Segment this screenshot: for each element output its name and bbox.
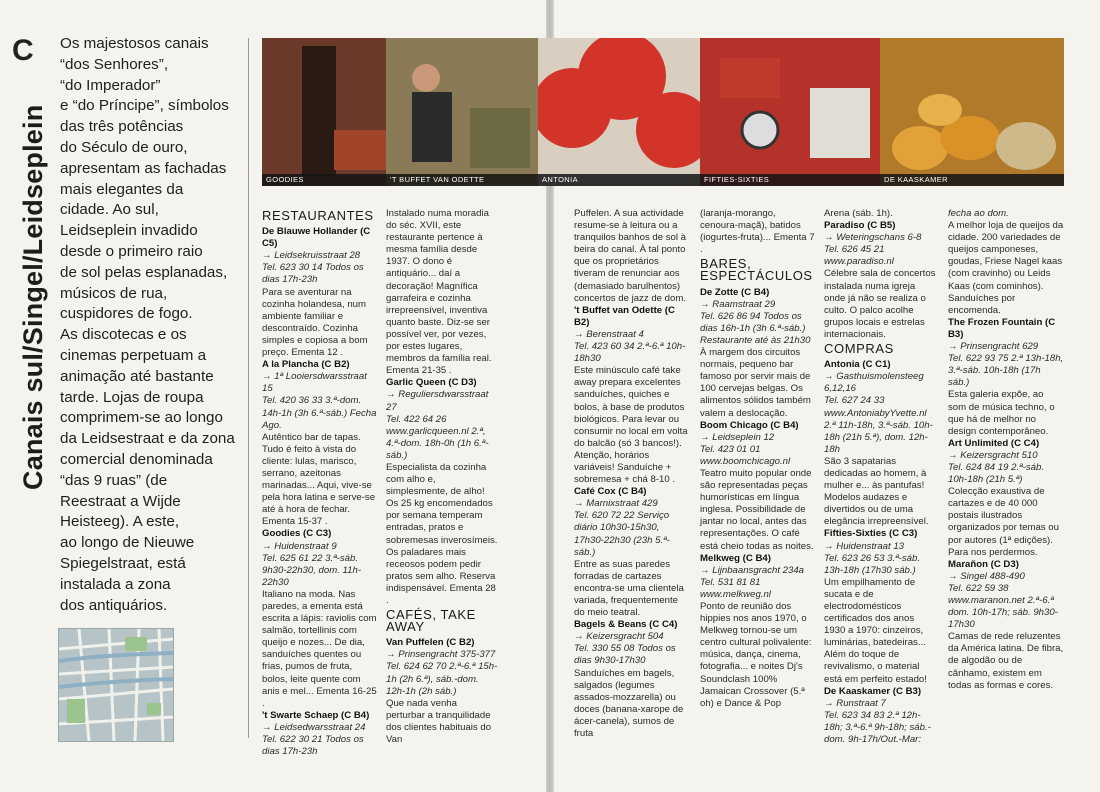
venue-name: The Frozen Fountain (C B3) <box>948 316 1056 340</box>
venue-description: São 3 sapatarias dedicadas ao homem, à mulher e... às pantufas! Modelos audazes e divertidos ou de uma elegância irrepreensível. <box>824 455 929 528</box>
venue-description: Entre as suas paredes forradas de cartazes encontra-se uma clientela variada, frequentemente do meio teatral. <box>574 558 684 619</box>
venue-address: → Huidenstraat 13 <box>824 540 904 552</box>
venue-description: (laranja-morango, cenoura-maçã), batidos (iogurtes-fruta)... Ementa 7 . <box>700 208 815 256</box>
venue-address: → Lijnbaansgracht 234a <box>700 564 805 576</box>
area-map <box>58 628 174 742</box>
venue-contact: Tel. 330 55 08 Todos os dias 9h30-17h30 <box>574 643 676 667</box>
venue-description: Arena (sáb. 1h). <box>824 208 893 219</box>
venue-name: 't Buffet van Odette (C B2) <box>574 304 675 328</box>
photo-strip <box>262 38 1064 186</box>
venue-contact: Tel. 624 62 70 2.ª-6.ª 15h-1h (2h 6.ª), sáb.-dom. 12h-1h (2h sáb.) <box>386 661 498 697</box>
venue-name: Marañon (C D3) <box>948 558 1019 570</box>
venue-description: Esta galeria expõe, ao som de música techno, o que há de melhor no design contemporâneo. <box>948 389 1055 437</box>
venue-address: → Singel 488-490 <box>948 570 1025 582</box>
venue-description: Sanduíches em bagels, salgados (legumes assados-mozzarella) ou doces (banana-xarope de ácer-canela), sumos de fruta <box>574 667 684 740</box>
text-column-5 <box>824 208 938 746</box>
venue-description: Um empilhamento de sucata e de electrodomésticos certificados dos anos 1930 a 1970: cinzeiros, luminárias, batedeiras... Além do toque de revivalismo, o material está em perfeito estado! <box>824 576 927 685</box>
venue-contact: Tel. 423 60 34 2.ª-6.ª 10h-18h30 <box>574 341 686 365</box>
photo-caption: DE KAASKAMER <box>880 174 1064 186</box>
intro-line: e “do Príncipe”, símbolos <box>60 97 229 115</box>
intro-line: mais elegantes da <box>60 180 184 198</box>
venue-contact: Tel. 622 30 21 Todos os dias 17h-23h <box>262 734 364 758</box>
intro-line: ao longo de Nieuwe <box>60 534 195 552</box>
venue-name: Antonia (C C1) <box>824 359 891 371</box>
intro-line: cidade. Ao sul, <box>60 201 159 219</box>
venue-address: → Runstraat 7 <box>824 697 886 709</box>
intro-line: das três potências <box>60 118 184 136</box>
photo-caption: 'T BUFFET VAN ODETTE <box>386 174 538 186</box>
venue-description: Este minúsculo café take away prepara excelentes sanduíches, quiches e bolos, à base de produtos biológicos. Para levar ou consumir no local em volta do balcão (só 3 bancos!). Atenção, horários variáveis! Sanduíche + sobremesa + chá 8-10 . <box>574 365 688 486</box>
venue-name: Bagels & Beans (C C4) <box>574 619 678 631</box>
venue-description: Puffelen. A sua actividade resume-se à leitura ou a tranquilos banhos de sol à beira do canal. À tal ponto que os proprietários tiveram de renunciar aos (demasiado barulhentos) concertos de jazz de dom. <box>574 208 687 304</box>
venue-contact: Tel. 623 34 83 2.ª 12h-18h; 3.ª-6.ª 9h-18h; sáb.-dom. 9h-17h/Out.-Mar: <box>824 709 931 746</box>
venue-address: → Marnixstraat 429 <box>574 498 658 510</box>
venue-contact: Tel. 624 84 19 2.ª-sáb. 10h-18h (21h 5.ª) <box>948 461 1045 486</box>
venue-address: → 1ª Looiersdwarsstraat 15 <box>262 371 367 395</box>
intro-line: cinemas perpetuam a <box>60 346 207 364</box>
intro-line: “das 9 ruas” (de <box>60 471 168 489</box>
venue-description: À margem dos circuitos normais, pequeno bar famoso por servir mais de 100 cervejas belgas. Os alimentos sólidos também valem a deslocação. <box>700 347 811 419</box>
photo-antonia <box>538 38 700 186</box>
intro-line: músicos de rua, <box>60 284 168 302</box>
text-column-6 <box>948 208 1064 692</box>
photo-caption: FIFTIES-SIXTIES <box>700 174 880 186</box>
intro-line: animação até bastante <box>60 367 214 385</box>
venue-contact: Tel. 625 61 22 3.ª-sáb. 9h30-22h30, dom. 11h-22h30 <box>262 552 362 588</box>
section-heading: COMPRAS <box>824 341 894 357</box>
venue-description: Teatro muito popular onde são representadas peças humorísticas em língua inglesa. Possibilidade de jantar no local, antes das representações. O café está cheio todas as noites. <box>700 467 814 552</box>
intro-line: comercial denominada <box>60 450 213 468</box>
intro-line: dos antiquários. <box>60 596 168 614</box>
venue-name: A la Plancha (C B2) <box>262 359 350 371</box>
intro-line: “dos Senhores”, <box>60 55 169 73</box>
section-heading: RESTAURANTES <box>262 208 374 223</box>
venue-contact: Tel. 626 45 21 www.paradiso.nl <box>824 244 894 268</box>
photo-caption: GOODIES <box>262 174 386 186</box>
venue-address: → Prinsengracht 629 <box>948 341 1039 353</box>
photo-caption: ANTONIA <box>538 174 700 186</box>
venue-description: Camas de rede reluzentes da América latina. De fibra, de algodão ou de cânhamo, existem em todas as formas e cores. <box>948 631 1064 691</box>
venue-name: Art Unlimited (C C4) <box>948 437 1040 449</box>
venue-contact: Tel. 423 01 01 www.boomchicago.nl <box>700 443 791 467</box>
venue-address: → Reguliersdwarsstraat 27 <box>386 389 489 413</box>
intro-line: Spiegelstraat, está <box>60 554 186 572</box>
intro-line: “do Imperador” <box>60 76 161 94</box>
intro-line: Reestraat a Wijde <box>60 492 181 510</box>
venue-address: → Prinsengracht 375-377 <box>386 649 496 661</box>
text-column-4 <box>700 208 816 710</box>
venue-description: Ponto de reunião dos hippies nos anos 1970, o Melkweg tornou-se um centro cultural polivalente: música, dança, cinema, fotografia... e noites Dj's Soundclash 100% Jamaican Crossover (5.ª oh) e Dance & Pop <box>700 601 812 709</box>
venue-name: Paradiso (C B5) <box>824 220 896 232</box>
venue-address: → Keizersgracht 510 <box>948 449 1038 461</box>
venue-description: Instalado numa moradia do séc. XVII, este restaurante pertence à mesma família desde 1937. O dono é antiquário... daí a decoração! Magnífica garrafeira e cozinha irrepreensível, inventiva quanto baste. Diz-se ser possível ver, por vezes, por estes lugares, membros da família real. Ementa 21-35 . <box>386 208 492 377</box>
venue-contact: Tel. 626 86 94 Todos os dias 16h-1h (3h 6.ª-sáb.) Restaurante até às 21h30 <box>700 310 811 346</box>
venue-contact: Tel. 531 81 81 www.melkweg.nl <box>700 576 771 600</box>
venue-contact: Tel. 622 59 38 www.maranon.net 2.ª-6.ª dom. 10h-17h; sáb. 9h30-17h30 <box>948 582 1058 631</box>
venue-address: → Leidsedwarsstraat 24 <box>262 721 366 733</box>
venue-contact: Tel. 420 36 33 3.ª-dom. 14h-1h (3h 6.ª-sáb.) Fecha Ago. <box>262 395 377 431</box>
intro-line: Os majestosos canais <box>60 35 209 52</box>
venue-contact: fecha ao dom. <box>948 208 1009 219</box>
venue-contact: Tel. 622 93 75 2.ª 13h-18h, 3.ª-sáb. 10h-18h (17h sáb.) <box>948 353 1064 389</box>
venue-address: → Keizersgracht 504 <box>574 631 664 643</box>
intro-line: tarde. Lojas de roupa <box>60 388 204 406</box>
venue-name: Van Puffelen (C B2) <box>386 637 475 649</box>
venue-description: Especialista da cozinha com alho e, simplesmente, de alho! Os 25 kg encomendados por semana temperam entradas, pratos e sobremesas inverosímeis. Os paladares mais receosos podem pedir pratos sem alho. Reserva indispensável. Ementa 28 . <box>386 461 498 606</box>
intro-text <box>60 34 238 616</box>
intro-line: da Leidsestraat e da zona <box>60 430 235 448</box>
photo-fifties-sixties <box>700 38 880 186</box>
venue-address: → Gasthuismolensteeg 6,12,16 <box>824 371 924 395</box>
venue-address: → Leidsekruisstraat 28 <box>262 250 361 262</box>
venue-description: Colecção exaustiva de cartazes e de 40 000 postais ilustrados organizados por temas ou por autores (1ª edições). Para nos perdermos. <box>948 486 1059 558</box>
venue-name: Melkweg (C B4) <box>700 552 771 564</box>
venue-address: → Raamstraat 29 <box>700 298 776 310</box>
intro-line: instalada a zona <box>60 575 171 593</box>
venue-name: Fifties-Sixties (C C3) <box>824 528 918 540</box>
section-title-band <box>0 30 48 490</box>
section-letter: C <box>12 34 34 67</box>
venue-contact: Tel. 623 30 14 Todos os dias 17h-23h <box>262 262 364 286</box>
intro-line: comprimem-se ao longo <box>60 409 223 427</box>
venue-name: De Blauwe Hollander (C C5) <box>262 226 371 250</box>
section-heading: BARES, ESPECTÁCULOS <box>700 256 813 284</box>
venue-name: Garlic Queen (C D3) <box>386 377 477 389</box>
venue-address: → Weteringschans 6-8 <box>824 232 922 244</box>
venue-name: Goodies (C C3) <box>262 528 332 540</box>
text-column-3 <box>574 208 690 740</box>
venue-name: Café Cox (C B4) <box>574 486 647 498</box>
venue-contact: Tel. 627 24 33 www.AntoniabyYvette.nl 2.ª 11h-18h, 3.ª-sáb. 10h-18h (21h 5.ª), dom. 12h-18h <box>824 395 933 455</box>
venue-name: De Kaaskamer (C B3) <box>824 685 922 697</box>
venue-description: Italiano na moda. Nas paredes, a ementa está escrita a lápis: raviolis com salmão, tortellinis com queijo e nozes... De dia, sanduíches quentes ou frias, pumos de fruta, bolos, leite quente com anis e mel... Ementa 16-25 . <box>262 588 377 709</box>
venue-address: → Berenstraat 4 <box>574 328 644 340</box>
venue-description: Que nada venha perturbar a tranquilidade dos clientes habituais do Van <box>386 697 492 746</box>
venue-contact: Tel. 422 64 26 www.garlicqueen.nl 2.ª, 4.ª-dom. 18h-0h (1h 6.ª-sáb.) <box>386 413 489 461</box>
photo-de-kaaskamer <box>880 38 1064 186</box>
venue-address: → Huidenstraat 9 <box>262 540 337 552</box>
venue-name: Boom Chicago (C B4) <box>700 419 799 431</box>
section-title: Canais sul/Singel/Leidseplein <box>18 104 48 490</box>
intro-line: do Século de ouro, <box>60 138 188 156</box>
intro-line: Heisteeg). A este, <box>60 513 180 531</box>
venue-name: 't Swarte Schaep (C B4) <box>262 709 370 721</box>
photo--t-buffet-van-odette <box>386 38 538 186</box>
intro-line: cuspidores de fogo. <box>60 305 193 323</box>
venue-description: A melhor loja de queijos da cidade. 200 variedades de queijos camponeses, goudas, Friese Nagel kaas (com cravinho) ou Leids Kaas (com cominhos). Sanduíches por encomenda. <box>948 220 1064 316</box>
venue-address: → Leidseplein 12 <box>700 431 775 443</box>
intro-line: desde o primeiro raio <box>60 242 203 260</box>
venue-description: Para se aventurar na cozinha holandesa, num ambiente familiar e descontraído. Cozinha simples e copiosa a bom preço. Ementa 12 . <box>262 286 368 359</box>
venue-description: Célebre sala de concertos instalada numa igreja onde já não se realiza o culto. O palco acolhe grupos locais e estrelas internacionais. <box>824 268 936 340</box>
venue-name: De Zotte (C B4) <box>700 286 770 298</box>
text-column-2 <box>386 208 498 746</box>
intro-line: Leidseplein invadido <box>60 222 198 240</box>
photo-goodies <box>262 38 386 186</box>
intro-line: apresentam as fachadas <box>60 159 227 177</box>
column-rule <box>248 38 249 738</box>
intro-line: de sol pelas esplanadas, <box>60 263 228 281</box>
venue-description: Autêntico bar de tapas. Tudo é feito à vista do cliente: lulas, marisco, serrano, azeitonas marinadas... Aqui, vive-se pela hora latina e serve-se até à hora de fechar. Ementa 15-37 . <box>262 431 376 528</box>
intro-line: As discotecas e os <box>60 326 187 344</box>
venue-contact: Tel. 620 72 22 Serviço diário 10h30-15h30, 17h30-22h30 (23h 5.ª-sáb.) <box>574 510 670 558</box>
section-heading: CAFÉS, TAKE AWAY <box>386 607 476 635</box>
text-column-1 <box>262 208 378 758</box>
venue-contact: Tel. 623 26 53 3.ª-sáb. 13h-18h (17h30 sáb.) <box>824 552 921 576</box>
